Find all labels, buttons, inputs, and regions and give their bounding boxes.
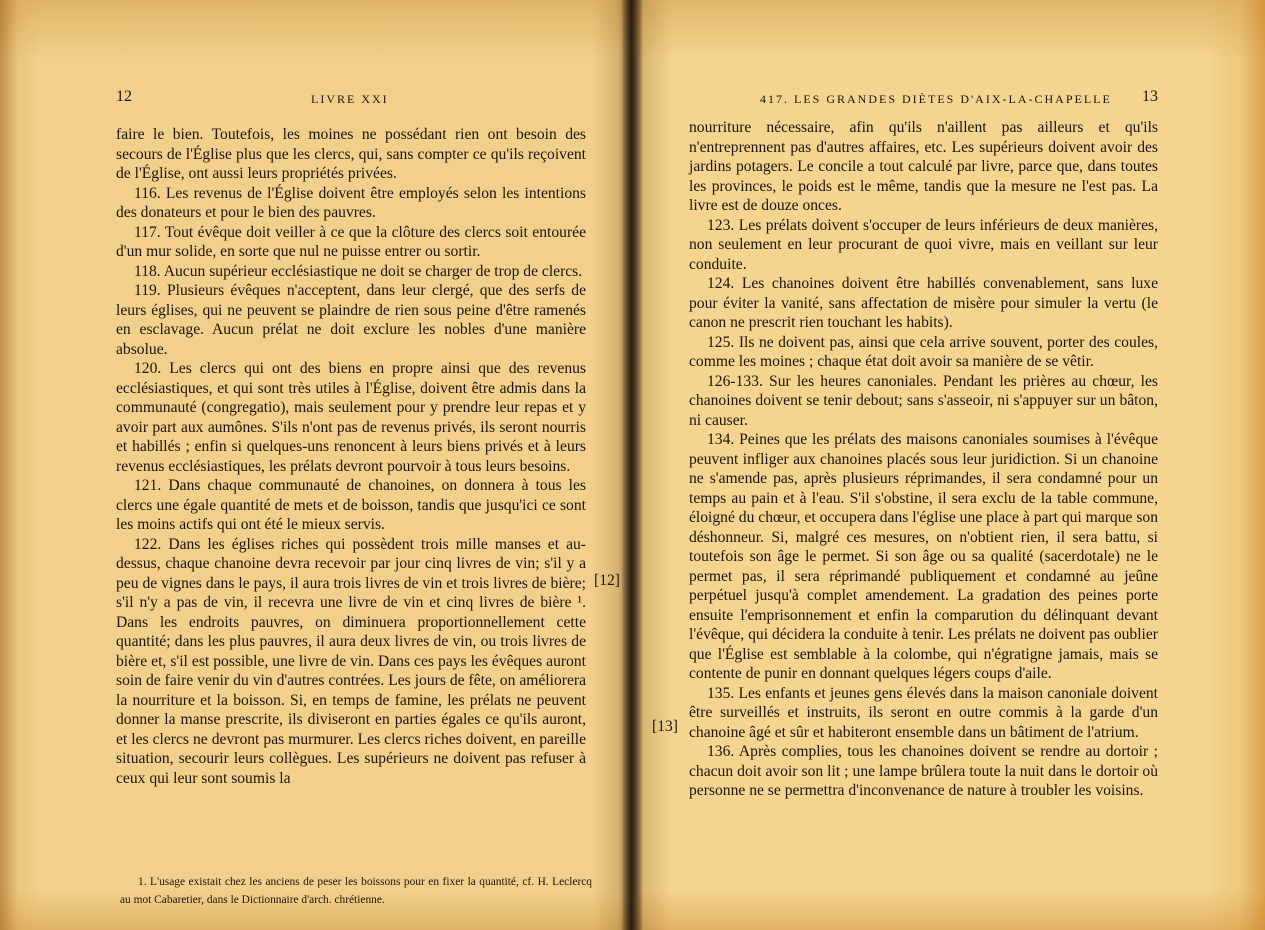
- paragraph: 134. Peines que les prélats des maisons canoniales soumises à l'évêque peuvent infliger aux chanoines placés sous leur juridiction. Si un chanoine ne s'amende pas, après plusieurs réprimandes, il sera condamné pour un temps au pain et à l'eau. S'il s'obstine, il sera exclu de la table commune, éloigné du chœur, et occupera dans l'église une place à part qui marque son déshonneur. Si, malgré ces mesures, on n'obtient rien, il sera battu, si toutefois son âge le permet. Si son âge ou sa qualité (sacerdotale) ne le permet pas, il sera réprimandé publiquement et condamné au jeûne perpétuel jusqu'à complet amendement. La gradation des peines porte ensuite l'emprisonnement et enfin la comparution du délinquant devant l'évêque, qui décidera la conduite à tenir. Les prélats ne doivent pas oublier que l'Église est semblable à la colombe, qui n'égratigne jamais, mais se contente de punir en donnant quelques légers coups d'aile.: [689, 431, 1158, 682]
- page-number: 13: [1142, 88, 1158, 105]
- footnote: [120, 874, 592, 909]
- right-body-text: [689, 118, 1158, 801]
- paragraph: 126-133. Sur les heures canoniales. Pendant les prières au chœur, les chanoines doivent se tenir debout; sans s'asseoir, ni s'appuyer sur un bâton, ni causer.: [689, 372, 1158, 429]
- footnote-text: 1. L'usage existait chez les anciens de peser les boissons pour en fixer la quantité, cf. H. Leclercq au mot Cabaretier, dans le Dictionnaire d'arch. chrétienne.: [120, 876, 592, 906]
- running-head: 417. LES GRANDES DIÈTES D'AIX-LA-CHAPELLE: [760, 92, 1112, 106]
- page-number: 12: [116, 88, 132, 105]
- paragraph: 118. Aucun supérieur ecclésiastique ne doit se charger de trop de clercs.: [134, 262, 583, 280]
- paragraph: 116. Les revenus de l'Église doivent être employés selon les intentions des donateurs et pour le bien des pauvres.: [116, 184, 586, 221]
- paragraph: 120. Les clercs qui ont des biens en propre ainsi que des revenus ecclésiastiques, et qui sont très utiles à l'Église, doivent être admis dans la communauté (congregatio), mais seulement pour y prendre leur repas et y avoir part aux aumônes. S'ils n'ont pas de revenus privés, ils seront nourris et habillés ; enfin si quelques-uns renoncent à leurs biens privés et à leurs revenus ecclésiastiques, les prélats devront pourvoir à tous leurs besoins.: [116, 360, 586, 475]
- paragraph: 125. Ils ne doivent pas, ainsi que cela arrive souvent, porter des coules, comme les moines ; chaque état doit avoir sa manière de se vêtir.: [689, 333, 1158, 370]
- book-gutter: [622, 0, 642, 930]
- paragraph: 121. Dans chaque communauté de chanoines, on donnera à tous les clercs une égale quantité de mets et de boisson, tandis que jusqu'ici ce sont les moins actifs qui ont été le mieux servis.: [116, 477, 586, 533]
- margin-note: [13]: [652, 718, 678, 735]
- right-page: [632, 0, 1265, 930]
- paragraph: 117. Tout évêque doit veiller à ce que la clôture des clercs soit entourée d'un mur solide, en sorte que nul ne puisse entrer ou sortir.: [116, 223, 586, 260]
- margin-note: [12]: [594, 572, 620, 589]
- left-page: [0, 0, 632, 930]
- paragraph: 123. Les prélats doivent s'occuper de leurs inférieurs de deux manières, non seulement en leur procurant de quoi vivre, mais en veillant sur leur conduite.: [689, 216, 1158, 273]
- paragraph: 136. Après complies, tous les chanoines doivent se rendre au dortoir ; chacun doit avoir son lit ; une lampe brûlera toute la nuit dans le dortoir où personne ne se permettra d'inconvenance de nature à troubler les voisins.: [689, 743, 1158, 799]
- left-body-text: [116, 125, 586, 788]
- paragraph: 122. Dans les églises riches qui possèdent trois mille manses et au-dessus, chaque chanoine devra recevoir par jour cinq livres de vin; s'il y a peu de vignes dans le pays, il aura trois livres de vin et trois livres de bière; s'il n'y a pas de vin, il recevra une livre de vin et cinq livres de bière ¹. Dans les endroits pauvres, on diminuera proportionnellement cette quantité; dans les plus pauvres, il aura deux livres de vin, ou trois livres de bière et, s'il est possible, une livre de vin. Dans ces pays les évêques auront soin de faire venir du vin d'autres contrées. Les jours de fête, on améliorera la nourriture et la boisson. Si, en temps de famine, les prélats ne peuvent donner la manse prescrite, ils diviseront en parties égales ce qu'ils auront, et les clercs ne devront pas murmurer. Les clercs riches doivent, en pareille situation, secourir leurs collègues. Les supérieurs ne doivent pas refuser à ceux qui leur sont soumis la: [116, 535, 586, 787]
- paragraph: 135. Les enfants et jeunes gens élevés dans la maison canoniale doivent être surveillés et instruits, ils seront en outre commis à la garde d'un chanoine âgé et sûr et habiteront ensemble dans un bâtiment de l'atrium.: [689, 684, 1158, 741]
- paragraph: 119. Plusieurs évêques n'acceptent, dans leur clergé, que des serfs de leurs églises, qui ne peuvent se plaindre de rien sous peine d'être ramenés en esclavage. Aucun prélat ne doit exclure les nobles d'une manière absolue.: [116, 282, 586, 358]
- paragraph: 124. Les chanoines doivent être habillés convenablement, sans luxe pour éviter la vanité, sans affectation de misère pour simuler la vertu (le canon ne prescrit rien touchant les habits).: [689, 275, 1158, 331]
- paragraph: nourriture nécessaire, afin qu'ils n'aillent pas ailleurs et qu'ils n'entreprennent pas d'autres affaires, etc. Les supérieurs doivent avoir des jardins potagers. Le concile a tout calculé par livre, parce que, dans toutes les provinces, le poids est le même, tandis que la mesure ne l'est pas. La livre est de douze onces.: [689, 119, 1158, 214]
- running-head: LIVRE XXI: [311, 92, 389, 106]
- paragraph: faire le bien. Toutefois, les moines ne possédant rien ont besoin des secours de l'Église plus que les clercs, qui, sans compter ce qu'ils reçoivent de l'Église, ont aussi leurs propriétés privées.: [116, 126, 586, 182]
